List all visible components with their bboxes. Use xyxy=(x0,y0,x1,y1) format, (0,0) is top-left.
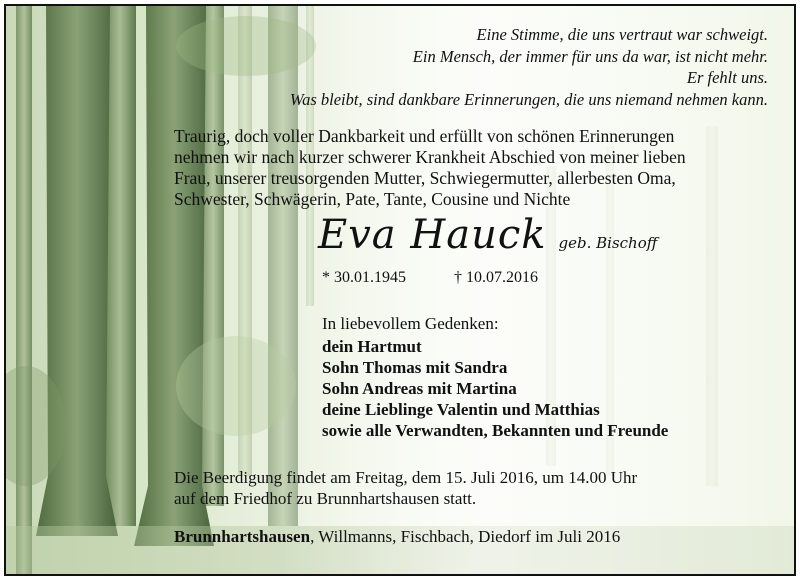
mourner-line: dein Hartmut xyxy=(322,337,422,356)
funeral-line: auf dem Friedhof zu Brunnhartshausen statt. xyxy=(174,489,477,508)
obituary-card xyxy=(4,4,796,576)
birth-date: * 30.01.1945 xyxy=(322,269,406,286)
place-rest: , Willmanns, Fischbach, Diedorf im Juli 2016 xyxy=(310,527,621,546)
intro-line: Frau, unserer treusorgenden Mutter, Schwiegermutter, allerbesten Oma, xyxy=(174,168,676,188)
mourner-line: Sohn Thomas mit Sandra xyxy=(322,358,508,377)
verse-line: Ein Mensch, der immer für uns da war, ist nicht mehr. xyxy=(412,46,768,66)
death-date: † 10.07.2016 xyxy=(454,269,538,286)
verse-line: Was bleibt, sind dankbare Erinnerungen, die uns niemand nehmen kann. xyxy=(289,89,768,109)
verse-line: Er fehlt uns. xyxy=(686,68,768,87)
deceased-name-row xyxy=(318,212,657,258)
intro-paragraph xyxy=(174,126,686,210)
intro-line: Schwester, Schwägerin, Pate, Tante, Cousine und Nichte xyxy=(174,189,571,209)
funeral-line: Die Beerdigung findet am Freitag, dem 15. Juli 2016, um 14.00 Uhr xyxy=(174,468,638,487)
memorial-verse xyxy=(290,24,768,110)
verse-line: Eine Stimme, die uns vertraut war schweigt. xyxy=(476,25,768,44)
mourners-list xyxy=(322,336,668,441)
funeral-notice xyxy=(174,467,637,509)
mourner-line: deine Lieblinge Valentin und Matthias xyxy=(322,400,600,419)
mourner-line: Sohn Andreas mit Martina xyxy=(322,379,517,398)
deceased-name: Eva Hauck xyxy=(318,212,547,258)
intro-line: nehmen wir nach kurzer schwerer Krankheit Abschied von meiner lieben xyxy=(174,147,686,167)
memory-heading: In liebevollem Gedenken: xyxy=(322,314,499,333)
life-dates xyxy=(322,269,538,287)
maiden-name: geb. Bischoff xyxy=(558,234,658,252)
place-and-date xyxy=(174,527,620,547)
intro-line: Traurig, doch voller Dankbarkeit und erfüllt von schönen Erinnerungen xyxy=(174,126,675,146)
place-town: Brunnhartshausen xyxy=(174,527,311,546)
mourner-line: sowie alle Verwandten, Bekannten und Freunde xyxy=(322,421,669,440)
